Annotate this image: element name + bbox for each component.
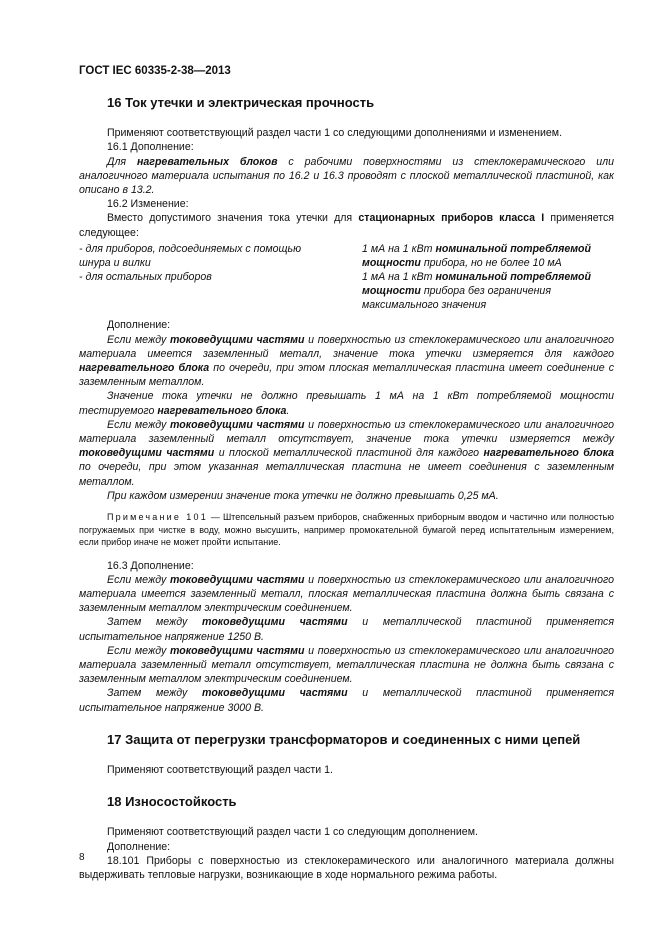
sec16-intro: Применяют соответствующий раздел части 1 со следующими дополнениями и изменением. xyxy=(107,127,563,140)
leakage-table xyxy=(79,242,614,313)
sec17-text: Применяют соответствующий раздел части 1. xyxy=(107,764,333,777)
sec16-2-text: Вместо допустимого значения тока утечки для стационарных приборов класса I применяется следующее: xyxy=(79,212,614,239)
sec16-2-para-b: Значение тока утечки не должно превышать 1 мА на 1 кВт потребляемой мощности тестируемого нагревательного блока. xyxy=(79,390,614,417)
leakage-table-right xyxy=(362,242,614,313)
sec16-2-label: 16.2 Изменение: xyxy=(107,198,189,211)
sec16-2-addition-label: Дополнение: xyxy=(107,319,171,332)
table-row-1-left: - для приборов, подсоединяемых с помощью шнура и вилки xyxy=(79,242,302,270)
sec16-2-para-a: Если между токоведущими частями и поверхностью из стеклокерамического или аналогичного материала имеется заземленный металл, значение тока утечки измеряется для каждого нагревательного блока по очереди, при этом плоская металлическая пластина имеет соединение с заземленным металлом. xyxy=(79,333,614,389)
table-row-1-right: 1 мА на 1 кВт номинальной потребляемой мощности прибора, но не более 10 мА xyxy=(362,242,591,270)
sec16-2-para-c: Если между токоведущими частями и поверхностью из стеклокерамического или аналогичного материала заземленный металл отсутствует, значение тока утечки измеряется между токоведущими частями и плоской металлической пластиной для каждого нагревательного блока по очереди, при этом указанная металлическая пластина не имеет соединения с заземленным металлом. xyxy=(79,418,614,488)
page-number: 8 xyxy=(79,852,85,863)
sec16-3-para-h: Затем между токоведущими частями и металлической пластиной применяется испытательное напряжение 3000 В. xyxy=(79,687,615,714)
sec16-3-para-e: Если между токоведущими частями и поверхностью из стеклокерамического или аналогичного материала имеется заземленный металл, плоская металлическая пластина должна быть связана с заземленным металлом электрическим соединением. xyxy=(79,573,614,615)
sec18-intro: Применяют соответствующий раздел части 1 со следующим дополнением. xyxy=(107,826,478,839)
section-17-title: 17 Защита от перегрузки трансформаторов и соединенных с ними цепей xyxy=(107,731,581,747)
note-101: Примечание 101 — Штепсельный разъем приборов, снабженных приборным вводом и частично или полностью погружаемых при чистке в воду, можно высушить, например промокательной бумагой перед испытательным измерением, если прибор иначе не может пройти испытание. xyxy=(79,512,614,548)
sec18-addition-label: Дополнение: xyxy=(107,840,171,853)
sec16-3-para-g: Если между токоведущими частями и поверхностью из стеклокерамического или аналогичного материала заземленный металл отсутствует, металлическая пластина не должна быть связана с заземленным металлом электрическим соединением. xyxy=(79,644,614,686)
sec16-1-label: 16.1 Дополнение: xyxy=(107,141,194,154)
section-16-title: 16 Ток утечки и электрическая прочность xyxy=(107,95,375,110)
sec18-101-text: 18.101 Приборы с поверхностью из стеклокерамического или аналогичного материала должны выдерживать тепловые нагрузки, возникающие в ходе нормального режима работы. xyxy=(79,854,614,882)
table-row-2-right: 1 мА на 1 кВт номинальной потребляемой мощности прибора без ограничения максимального значения xyxy=(362,270,591,312)
document-header: ГОСТ IEC 60335-2-38—2013 xyxy=(79,65,231,77)
sec16-2-para-d: При каждом измерении значение тока утечки не должно превышать 0,25 мА. xyxy=(107,489,499,502)
document-body xyxy=(79,96,614,882)
sec16-3-para-f: Затем между токоведущими частями и металлической пластиной применяется испытательное напряжение 1250 В. xyxy=(79,616,615,643)
section-18-title: 18 Износостойкость xyxy=(107,794,237,810)
table-row-2-left: - для остальных приборов xyxy=(79,270,212,283)
sec16-1-text: Для нагревательных блоков с рабочими поверхностями из стеклокерамического или аналогичного материала испытания по 16.2 и 16.3 проводят с плоской металлической пластиной, как описано в 13.2. xyxy=(79,155,614,197)
leakage-table-left xyxy=(79,242,329,313)
sec16-3-label: 16.3 Дополнение: xyxy=(107,559,194,572)
